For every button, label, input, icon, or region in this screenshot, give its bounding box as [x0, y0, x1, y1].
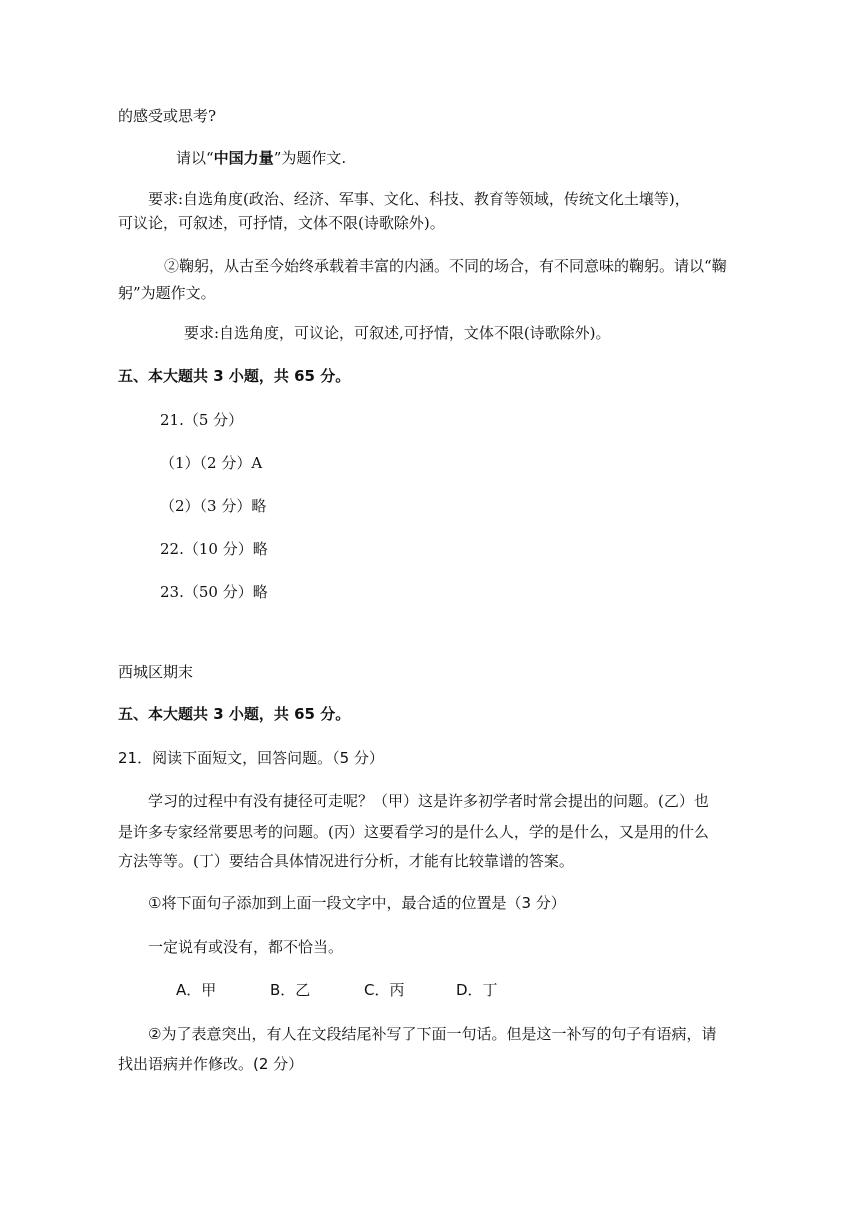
answer-line: （2）（3 分）略 [160, 497, 267, 515]
answer-line: 21.（5 分） [160, 411, 244, 429]
passage-line: 学习的过程中有没有捷径可走呢？（甲）这是许多初学者时常会提出的问题。(乙）也 [148, 792, 709, 810]
text-line: ②鞠躬，从古至今始终承载着丰富的内涵。不同的场合，有不同意味的鞠躬。请以“鞠 [164, 257, 727, 275]
answer-line: （1）（2 分）A [160, 454, 263, 472]
text-line: 可议论，可叙述，可抒情，文体不限(诗歌除外)。 [118, 214, 445, 232]
text-fragment: 请以“ [176, 149, 214, 167]
passage-line: 方法等等。(丁）要结合具体情况进行分析，才能有比较靠谱的答案。 [118, 852, 574, 870]
passage-line: 是许多专家经常要思考的问题。(丙）这要看学习的是什么人，学的是什么，又是用的什么 [118, 823, 709, 841]
sentence-line: 一定说有或没有，都不恰当。 [148, 938, 344, 956]
section-title: 西城区期末 [118, 663, 194, 681]
section-heading: 五、本大题共 3 小题，共 65 分。 [118, 367, 351, 385]
text-line: 躬”为题作文。 [118, 284, 216, 302]
answer-line: 22.（10 分）略 [160, 540, 268, 558]
essay-title-bold: 中国力量 [213, 149, 274, 167]
text-line: 要求:自选角度(政治、经济、军事、文化、科技、教育等领域，传统文化土壤等)， [148, 190, 690, 208]
question-line: 找出语病并作修改。(2 分） [118, 1055, 304, 1073]
text-line: 要求:自选角度，可议论，可叙述,可抒情，文体不限(诗歌除外)。 [184, 324, 611, 342]
text-fragment: ”为题作文. [273, 149, 347, 167]
answer-line: 23.（50 分）略 [160, 583, 268, 601]
option-d: D．丁 [456, 981, 498, 999]
question-line: ①将下面句子添加到上面一段文字中，最合适的位置是（3 分） [148, 894, 566, 912]
options-row [0, 980, 860, 1002]
option-a: A．甲 [176, 981, 217, 999]
option-b: B．乙 [270, 981, 311, 999]
text-line: 的感受或思考? [118, 107, 217, 125]
option-c: C．丙 [364, 981, 405, 999]
section-heading: 五、本大题共 3 小题，共 65 分。 [118, 705, 351, 723]
essay-prompt-line [176, 148, 346, 168]
question-line: 21．阅读下面短文，回答问题。（5 分） [118, 749, 384, 767]
question-line: ②为了表意突出，有人在文段结尾补写了下面一句话。但是这一补写的句子有语病，请 [148, 1025, 717, 1043]
